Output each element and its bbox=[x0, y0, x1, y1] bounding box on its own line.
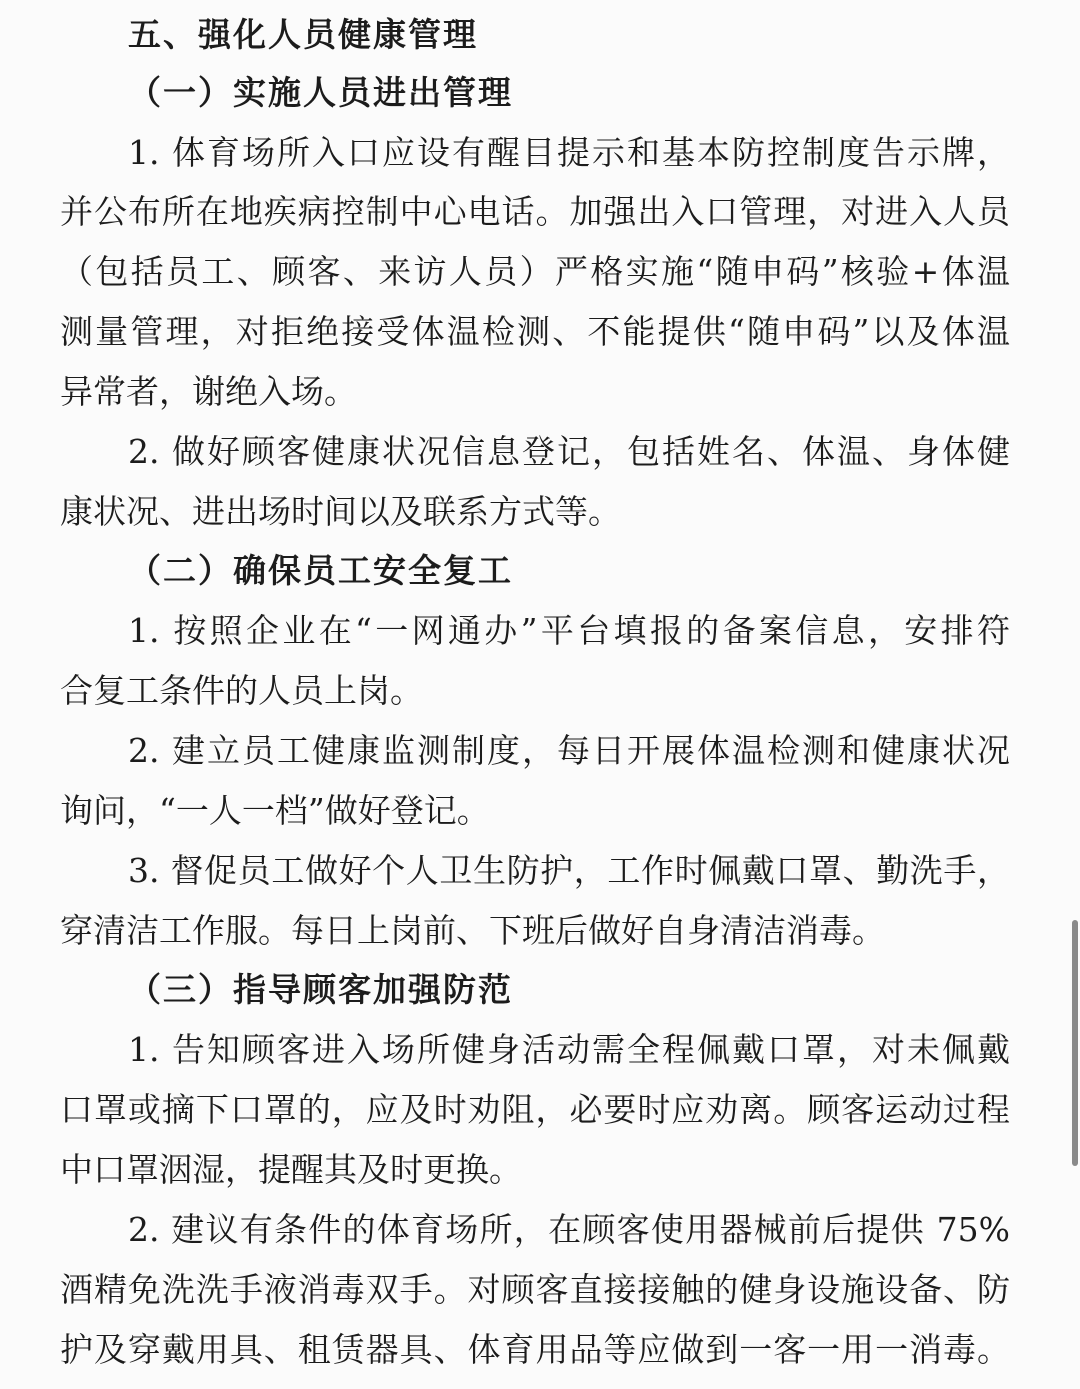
subsection-title: （一）实施人员进出管理 bbox=[128, 73, 513, 112]
paragraph-line: 测量管理，对拒绝接受体温检测、不能提供“随申码”以及体温 bbox=[60, 312, 1010, 351]
paragraph-line: 1. 告知顾客进入场所健身活动需全程佩戴口罩，对未佩戴 bbox=[128, 1030, 1010, 1069]
paragraph-line: 2. 建立员工健康监测制度，每日开展体温检测和健康状况 bbox=[128, 731, 1010, 770]
paragraph-line: 合复工条件的人员上岗。 bbox=[60, 671, 423, 710]
paragraph-line: 1. 体育场所入口应设有醒目提示和基本防控制度告示牌， bbox=[128, 133, 1010, 172]
scrollbar-thumb[interactable] bbox=[1072, 920, 1078, 1166]
paragraph-line: 异常者，谢绝入场。 bbox=[60, 372, 357, 411]
paragraph-line: 1. 按照企业在“一网通办”平台填报的备案信息，安排符 bbox=[128, 611, 1010, 650]
paragraph-line: 口罩或摘下口罩的，应及时劝阻，必要时应劝离。顾客运动过程 bbox=[60, 1090, 1010, 1129]
subsection-title: （二）确保员工安全复工 bbox=[128, 551, 513, 590]
paragraph-line: 酒精免洗洗手液消毒双手。对顾客直接接触的健身设施设备、防 bbox=[60, 1270, 1010, 1309]
paragraph-line: 穿清洁工作服。每日上岗前、下班后做好自身清洁消毒。 bbox=[60, 911, 885, 950]
paragraph-line: 中口罩洇湿，提醒其及时更换。 bbox=[60, 1150, 522, 1189]
paragraph-line: 询问，“一人一档”做好登记。 bbox=[60, 791, 490, 830]
paragraph-line: 康状况、进出场时间以及联系方式等。 bbox=[60, 492, 621, 531]
section-heading: 五、强化人员健康管理 bbox=[128, 15, 478, 54]
paragraph-line: 2. 建议有条件的体育场所，在顾客使用器械前后提供 75% bbox=[128, 1210, 1010, 1249]
paragraph-line: （包括员工、顾客、来访人员）严格实施“随申码”核验+体温 bbox=[60, 252, 1010, 291]
paragraph-line: 护及穿戴用具、租赁器具、体育用品等应做到一客一用一消毒。 bbox=[60, 1330, 1010, 1369]
paragraph-line: 2. 做好顾客健康状况信息登记，包括姓名、体温、身体健 bbox=[128, 432, 1010, 471]
subsection-title: （三）指导顾客加强防范 bbox=[128, 970, 513, 1009]
paragraph-line: 3. 督促员工做好个人卫生防护，工作时佩戴口罩、勤洗手， bbox=[128, 851, 1010, 890]
paragraph-line: 并公布所在地疾病控制中心电话。加强出入口管理，对进入人员 bbox=[60, 192, 1010, 231]
